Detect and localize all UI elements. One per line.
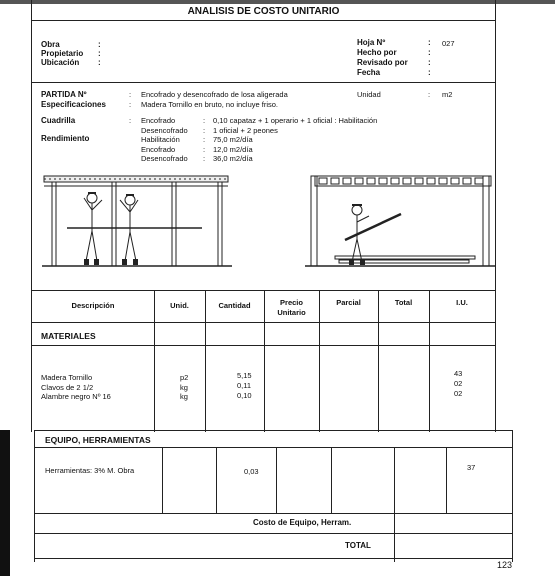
col-header-descripcion: Descripción bbox=[71, 301, 115, 310]
material-cantidad-2: 0,11 bbox=[237, 381, 252, 390]
col-header-total: Total bbox=[394, 298, 413, 307]
hoja-value: 027 bbox=[442, 39, 455, 48]
desencofrado-colon: : bbox=[203, 154, 206, 163]
unidad-colon: : bbox=[428, 90, 431, 99]
total-label: TOTAL bbox=[345, 541, 371, 550]
col-header-iu: I.U. bbox=[456, 298, 468, 307]
hecho-por-colon: : bbox=[428, 48, 431, 57]
cost-analysis-sheet bbox=[31, 0, 496, 432]
fecha-colon: : bbox=[428, 68, 431, 77]
hoja-colon: : bbox=[428, 38, 431, 47]
cuadrilla-encofrado-label: Encofrado bbox=[141, 116, 176, 125]
equipo-col-line-precio bbox=[276, 447, 277, 513]
costo-equipo-rule bbox=[34, 533, 513, 534]
equipo-iu: 37 bbox=[467, 463, 476, 472]
fecha-label: Fecha bbox=[357, 68, 381, 77]
encofrado-colon: : bbox=[203, 144, 206, 154]
material-unid-2: kg bbox=[180, 382, 188, 392]
desencofrado-label: Desencofrado bbox=[141, 154, 188, 163]
cuadrilla-colon: : bbox=[129, 116, 132, 125]
material-desc-1: Madera Tornillo bbox=[41, 373, 93, 382]
col-line-cantidad bbox=[205, 290, 206, 432]
equipo-desc: Herramientas: 3% M. Obra bbox=[45, 466, 135, 475]
col-header-unitario: Unitario bbox=[277, 308, 306, 317]
hecho-por-label: Hecho por bbox=[357, 48, 397, 57]
equipo-col-line-parcial bbox=[331, 447, 332, 513]
partida-label: PARTIDA Nº bbox=[41, 90, 87, 99]
equipo-col-line-unid bbox=[162, 447, 163, 513]
unidad-value: m2 bbox=[442, 90, 453, 99]
obra-label: Obra bbox=[41, 40, 60, 49]
material-iu-2: 02 bbox=[454, 379, 463, 388]
propietario-label: Propietario bbox=[41, 49, 84, 58]
revisado-por-colon: : bbox=[428, 58, 431, 67]
desencofrado-value: 36,0 m2/día bbox=[213, 154, 253, 163]
equipo-col-line-cantidad bbox=[216, 447, 217, 513]
encofrado-value: 12,0 m2/día bbox=[213, 144, 253, 154]
worker-carrying-planks-illustration bbox=[305, 170, 495, 270]
col-header-parcial: Parcial bbox=[336, 298, 361, 307]
encofrado-label: Encofrado bbox=[141, 144, 176, 154]
equipo-row-rule bbox=[34, 513, 513, 514]
revisado-por-label: Revisado por bbox=[357, 58, 408, 67]
equipo-col-line-iu bbox=[446, 447, 447, 513]
cuadrilla-encofrado-value: 0,10 capataz + 1 operario + 1 oficial : Habilitación bbox=[213, 116, 378, 125]
col-header-cantidad: Cantidad bbox=[218, 301, 251, 310]
obra-colon: : bbox=[98, 40, 101, 49]
cuadrilla-encofrado-colon: : bbox=[203, 116, 206, 125]
equipo-block bbox=[34, 430, 513, 562]
habilitacion-label: Habilitación bbox=[141, 135, 180, 144]
header-rule bbox=[32, 82, 495, 83]
col-line-unid bbox=[154, 290, 155, 432]
equipo-right-border bbox=[512, 430, 513, 562]
ubicacion-colon: : bbox=[98, 58, 101, 67]
materiales-section-title: MATERIALES bbox=[41, 331, 96, 341]
material-unid-3: kg bbox=[180, 392, 188, 401]
material-iu-1: 43 bbox=[454, 369, 463, 378]
equipo-title-rule bbox=[34, 447, 513, 448]
cuadrilla-desencofrado-value: 1 oficial + 2 peones bbox=[213, 125, 278, 135]
material-desc-2: Clavos de 2 1/2 bbox=[41, 382, 94, 392]
especificaciones-value: Madera Tornillo en bruto, no incluye friso. bbox=[141, 100, 279, 109]
material-unid-1: p2 bbox=[180, 373, 189, 382]
habilitacion-colon: : bbox=[203, 135, 206, 144]
cuadrilla-label: Cuadrilla bbox=[41, 116, 76, 125]
total-rule bbox=[34, 558, 513, 559]
formwork-workers-illustration bbox=[42, 170, 242, 270]
material-iu-3: 02 bbox=[454, 389, 463, 398]
especificaciones-label: Especificaciones bbox=[41, 100, 106, 109]
equipo-cantidad: 0,03 bbox=[244, 467, 259, 476]
title-rule bbox=[32, 20, 495, 21]
habilitacion-value: 75,0 m2/día bbox=[213, 135, 253, 144]
col-line-iu bbox=[429, 290, 430, 432]
cuadrilla-desencofrado-colon: : bbox=[203, 125, 206, 135]
material-cantidad-3: 0,10 bbox=[237, 391, 252, 400]
material-desc-3: Alambre negro Nº 16 bbox=[41, 392, 111, 401]
col-line-total bbox=[378, 290, 379, 432]
scan-edge-shadow bbox=[0, 430, 10, 576]
col-header-unid: Unid. bbox=[170, 301, 189, 310]
cuadrilla-desencofrado-label: Desencofrado bbox=[141, 125, 188, 135]
sheet-title: ANALISIS DE COSTO UNITARIO bbox=[187, 6, 340, 17]
unidad-label: Unidad bbox=[357, 90, 381, 99]
especificaciones-colon: : bbox=[129, 100, 132, 109]
propietario-colon: : bbox=[98, 49, 101, 58]
costo-equipo-label: Costo de Equipo, Herram. bbox=[253, 518, 352, 527]
ubicacion-label: Ubicación bbox=[41, 58, 80, 67]
material-cantidad-1: 5,15 bbox=[237, 371, 252, 380]
page-number: 123 bbox=[497, 560, 513, 570]
equipo-left-border bbox=[34, 430, 35, 562]
hoja-label: Hoja Nº bbox=[357, 38, 386, 47]
equipo-section-title: EQUIPO, HERRAMIENTAS bbox=[45, 435, 151, 445]
partida-description: Encofrado y desencofrado de losa aligerada bbox=[141, 90, 288, 99]
col-line-parcial bbox=[319, 290, 320, 432]
equipo-col-line-total bbox=[394, 447, 395, 562]
col-header-precio: Precio bbox=[280, 298, 303, 307]
partida-colon: : bbox=[129, 90, 132, 99]
equipo-top-rule bbox=[34, 430, 513, 431]
materiales-rule bbox=[32, 345, 495, 346]
rendimiento-label: Rendimiento bbox=[41, 134, 90, 143]
